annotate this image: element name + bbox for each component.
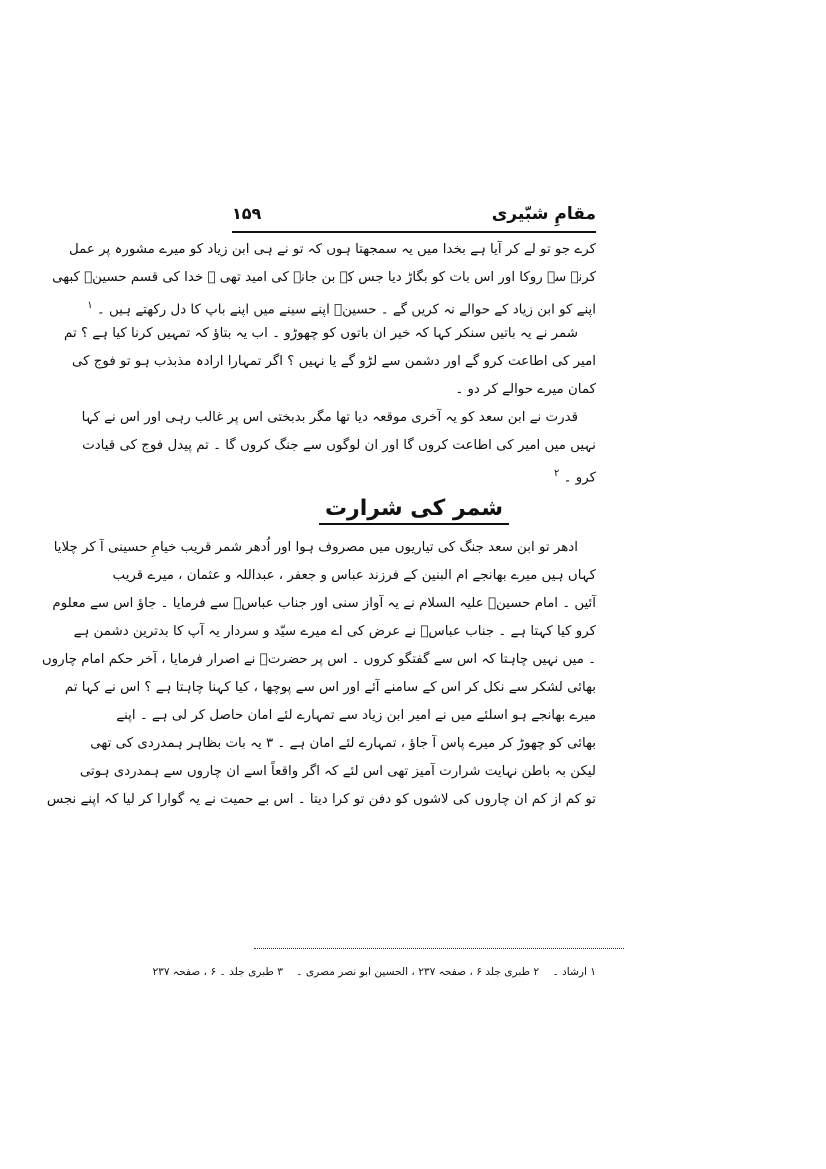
section-heading (232, 492, 596, 526)
text-line: میرے بھانجے ہو اسلئے میں نے امیر ابن زیاد سے تمہارے لئے امان حاصل کر لی ہے ۔ اپنے (116, 708, 596, 723)
text-line: آئیں ۔ امام حسینؑ علیہ السلام نے یہ آواز سنی اور جناب عباسؑ سے فرمایا ۔ جاؤ اس سے معلوم (52, 596, 596, 611)
paragraph-3 (81, 404, 596, 488)
text-line (232, 460, 596, 488)
section-heading-text: شمر کی شرارت (319, 496, 509, 525)
text-line: امیر کی اطاعت کرو گے اور دشمن سے لڑو گے یا نہیں ؟ اگر تمہارا ارادہ مذبذب ہو تو فوج کی (71, 354, 596, 369)
text-line: تو کم از کم ان چاروں کی لاشوں کو دفن تو کرا دیتا ۔ اس بے حمیت نے یہ گوارا کر لیا کہ اپنے نجس (46, 792, 596, 807)
text-line-content: اپنے کو ابن زیاد کے حوالے نہ کریں گے ۔ حسینؑ اپنے سینے میں اپنے باپ کا دل رکھتے ہیں ۔ (96, 302, 596, 318)
header-rule (232, 231, 596, 233)
footnote-marker: ۲ (554, 468, 560, 479)
text-line: کرنے سے روکا اور اس بات کو بگاڑ دیا جس کے بن جانے کی امید تھی ۔ خدا کی قسم حسینؑ کبھی (52, 270, 596, 285)
paragraph-1 (52, 236, 596, 320)
text-line-content: کرو ۔ (563, 470, 596, 486)
text-line: بھائی کو چھوڑ کر میرے پاس آ جاؤ ، تمہارے لئے امان ہے ۔ ۳ یہ بات بظاہر ہمدردی کی تھی (90, 736, 596, 751)
text-line: شمر نے یہ باتیں سنکر کہا کہ خیر ان باتوں کو چھوڑو ۔ اب یہ بتاؤ کہ تمہیں کرنا کیا ہے ؟ تم (64, 326, 578, 341)
text-line (87, 292, 596, 320)
text-line: لیکن بہ باطن نہایت شرارت آمیز تھی اس لئے کہ اگر واقعاً اسے ان چاروں سے ہمدردی ہوتی (79, 764, 596, 779)
paragraph-2 (64, 320, 596, 404)
text-line: ۔ میں نہیں چاہتا کہ اس سے گفتگو کروں ۔ اس پر حضرتؑ نے اصرار فرمایا ، آخر حکم امام چاروں (41, 652, 596, 667)
paragraph-4 (41, 534, 596, 814)
text-line: کہاں ہیں میرے بھانجے ام البنین کے فرزند عباس و جعفر ، عبداللہ و عثمان ، میرے قریب (112, 568, 596, 583)
text-line: کمان میرے حوالے کر دو ۔ (455, 382, 596, 397)
footnote-separator (254, 948, 624, 949)
text-line: کرے جو تو لے کر آیا ہے بخدا میں یہ سمجھتا ہوں کہ تو نے ہی ابن زیاد کو میرے مشورہ پر عمل (69, 242, 596, 257)
main-text (41, 236, 596, 814)
page-header (232, 200, 596, 228)
page-number: ۱۵۹ (232, 204, 262, 223)
footnote-marker: ۱ (87, 300, 93, 311)
text-line: بھائی لشکر سے نکل کر اس کے سامنے آئے اور اس سے پوچھا ، کیا کہنا چاہتا ہے ؟ اس نے کہا تم (64, 680, 596, 695)
footnote-3: ۳ طبری جلد ۔ ۶ ، صفحہ ۲۳۷ (152, 966, 283, 978)
text-line: ادھر تو ابن سعد جنگ کی تیاریوں میں مصروف ہوا اور اُدھر شمر قریب خیامِ حسینی آ کر چلایا (53, 540, 578, 555)
footnote-2: ۲ طبری جلد ۶ ، صفحہ ۲۳۷ ، الحسین ابو نصر مصری ۔ (296, 966, 540, 978)
footnotes (152, 966, 596, 978)
running-title: مقامِ شبّیری (491, 204, 596, 224)
text-line: نہیں میں امیر کی اطاعت کروں گا اور ان لوگوں سے جنگ کروں گا ۔ تم پیدل فوج کی قیادت (82, 438, 596, 453)
text-line: کرو کیا کہتا ہے ۔ جناب عباسؑ نے عرض کی اے میرے سیّد و سردار یہ آپ کا بدترین دشمن ہے (73, 624, 596, 639)
text-line: قدرت نے ابن سعد کو یہ آخری موقعہ دیا تھا مگر بدبختی اس پر غالب رہی اور اس نے کہا (81, 410, 578, 425)
footnote-1: ۱ ارشاد ۔ (552, 966, 596, 978)
